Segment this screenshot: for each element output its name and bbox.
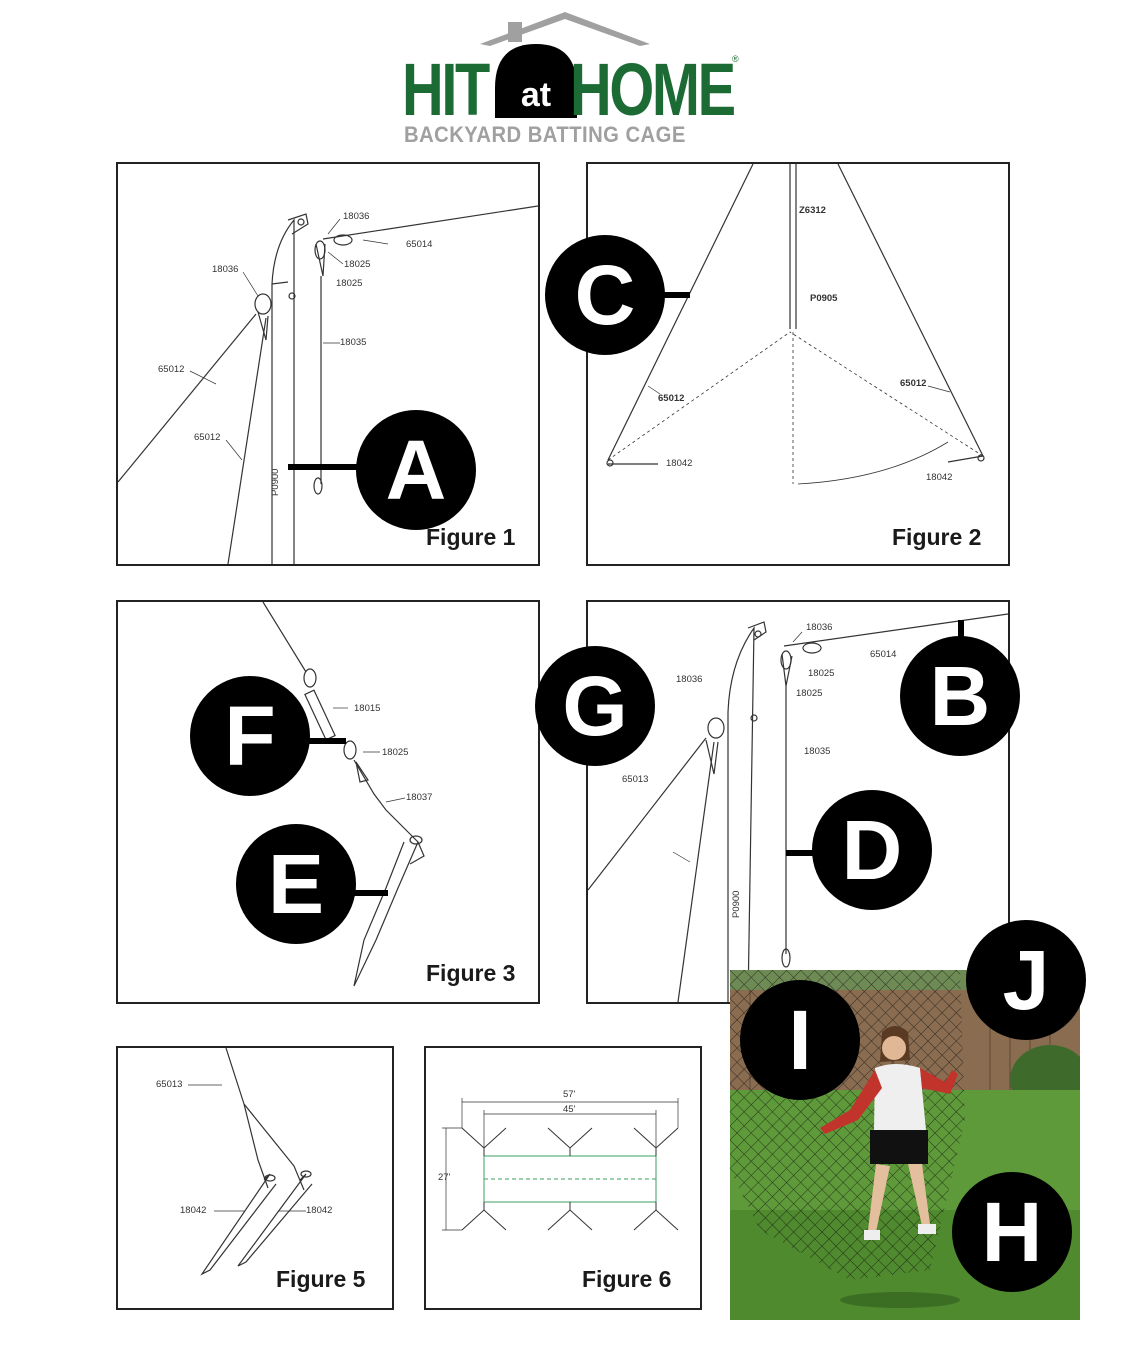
callout-a: A	[356, 410, 476, 530]
callout-c: C	[545, 235, 665, 355]
callout-a-leader	[288, 464, 360, 470]
callout-h: H	[952, 1172, 1072, 1292]
part-label: 18036	[343, 211, 370, 222]
logo-tagline: BACKYARD BATTING CAGE	[404, 122, 686, 147]
callout-f-leader	[308, 738, 346, 744]
part-label: 18025	[336, 278, 363, 289]
figure-3-label: Figure 3	[426, 960, 516, 986]
part-label: 18025	[344, 259, 371, 270]
part-label: 65012	[658, 393, 685, 404]
part-label: 18042	[926, 472, 953, 483]
part-label: 65013	[156, 1079, 183, 1090]
figure-3-panel	[116, 600, 540, 1004]
dimension-label: 27'	[438, 1172, 451, 1183]
part-label: 65014	[870, 649, 897, 660]
part-label: 18037	[406, 792, 433, 803]
figure-6-panel	[424, 1046, 702, 1310]
registered-mark: ®	[732, 54, 739, 64]
part-label: 65012	[900, 378, 927, 389]
part-label: 18036	[676, 674, 703, 685]
callout-b: B	[900, 636, 1020, 756]
callout-i: I	[740, 980, 860, 1100]
callout-d: D	[812, 790, 932, 910]
figure-3-drawing	[118, 602, 538, 1002]
figure-1-label: Figure 1	[426, 524, 516, 550]
part-label: P0900	[270, 468, 281, 496]
callout-j: J	[966, 920, 1086, 1040]
part-label: 18042	[180, 1205, 207, 1216]
part-label: 18015	[354, 703, 381, 714]
callout-g: G	[535, 646, 655, 766]
brand-logo	[400, 8, 745, 148]
part-label: P0905	[810, 293, 838, 304]
part-label: 18035	[340, 337, 367, 348]
logo-word-at: at	[520, 76, 552, 114]
part-label: 18025	[796, 688, 823, 699]
figure-2-drawing	[588, 164, 1008, 564]
figure-2-panel	[586, 162, 1010, 566]
part-label: Z6312	[799, 205, 826, 216]
figure-5-panel	[116, 1046, 394, 1310]
callout-e: E	[236, 824, 356, 944]
logo-word-hit: HIT	[402, 48, 488, 131]
part-label: 65013	[622, 774, 649, 785]
part-label: 18025	[382, 747, 409, 758]
part-label: 18025	[808, 668, 835, 679]
part-label: 18042	[666, 458, 693, 469]
part-label: 18036	[212, 264, 239, 275]
dimension-label: 45'	[563, 1104, 576, 1115]
figure-1-panel	[116, 162, 540, 566]
part-label: 65012	[158, 364, 185, 375]
part-label: 18042	[306, 1205, 333, 1216]
dimension-label: 57'	[563, 1089, 576, 1100]
part-label: 65012	[194, 432, 221, 443]
figure-2-label: Figure 2	[892, 524, 982, 550]
callout-e-leader	[352, 890, 388, 896]
figure-5-label: Figure 5	[276, 1266, 366, 1292]
figure-6-label: Figure 6	[582, 1266, 672, 1292]
logo-word-home: HOME	[570, 48, 734, 131]
callout-f: F	[190, 676, 310, 796]
part-label: 65014	[406, 239, 433, 250]
part-label: 18035	[804, 746, 831, 757]
part-label: P0900	[731, 890, 742, 918]
part-label: 18036	[806, 622, 833, 633]
